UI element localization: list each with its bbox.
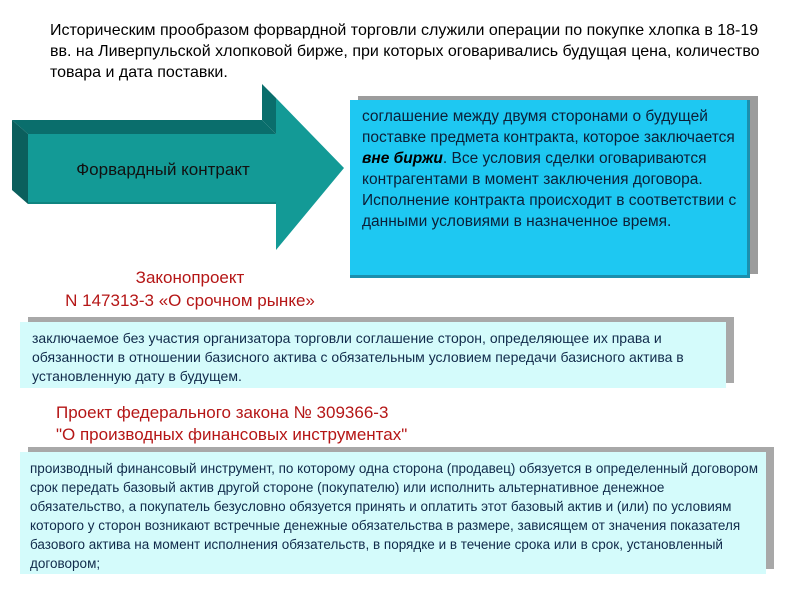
law1-title-line2: N 147313-3 «О срочном рынке» xyxy=(65,291,315,310)
law2-title-line1: Проект федерального закона № 309366-3 xyxy=(56,403,389,422)
law1-text: заключаемое без участия организатора торговли соглашение сторон, определяющее их права и обязанности в отношении базисного актива с обязательным условием передачи базисного актива в установленную дату в будущем. xyxy=(20,322,726,388)
definition-text-after: . Все условия сделки оговариваются контрагентами в момент заключения договора. Исполнение контракта происходит в соответствии с данными условиями в назначенное время. xyxy=(362,150,737,230)
definition-emphasis: вне биржи xyxy=(362,150,443,167)
law1-box xyxy=(20,322,726,388)
arrow-label: Форвардный контракт xyxy=(76,160,250,179)
law1-title xyxy=(40,266,340,312)
law2-title xyxy=(56,402,656,446)
law2-text: производный финансовый инструмент, по которому одна сторона (продавец) обязуется в определенный договором срок передать базовый актив другой стороне (покупателю) или исполнить альтернативное денежное обязательство, а покупатель безусловно обязуется принять и оплатить этот базовый актив и (или) по условиям которого у сторон возникают встречные денежные обязательства в размере, зависящем от значения показателя базового актива на момент исполнения обязательств, в порядке и в течение срока или в срок, установленный договором; xyxy=(20,452,766,574)
intro-paragraph: Историческим прообразом форвардной торговли служили операции по покупке хлопка в 18-19 вв. на Ливерпульской хлопковой бирже, при которых оговаривались будущая цена, количество товара и дата поставки. xyxy=(50,22,760,81)
definition-text xyxy=(350,100,750,278)
definition-text-before: соглашение между двумя сторонами о будущей поставке предмета контракта, которое заключается xyxy=(362,108,735,146)
law2-box xyxy=(20,452,766,574)
forward-contract-arrow xyxy=(8,84,348,256)
law2-title-line2: "О производных финансовых инструментах" xyxy=(56,425,408,444)
law1-title-line1: Законопроект xyxy=(135,268,245,287)
definition-box xyxy=(350,100,750,278)
